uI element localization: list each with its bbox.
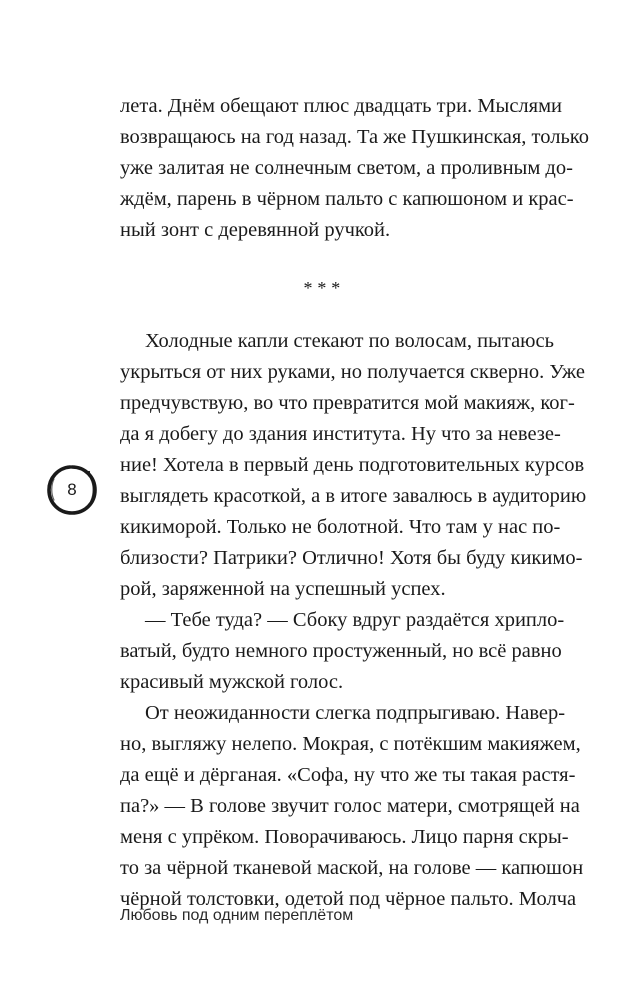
text-line: ватый, будто немного простуженный, но всё равно [120,640,562,662]
text-line: Холодные капли стекают по волосам, пытаюсь [145,330,554,352]
text-line: меня с упрёком. Поворачиваюсь. Лицо парня скры- [120,826,569,848]
text-line: лета. Днём обещают плюс двадцать три. Мыслями [120,95,563,117]
text-line: уже залитая не солнечным светом, а проливным до- [120,157,573,179]
text-line: От неожиданности слегка подпрыгиваю. Навер- [145,702,566,724]
text-line: па?» — В голове звучит голос матери, смотрящей на [120,795,580,817]
text-line: возвращаюсь на год назад. Та же Пушкинская, только [120,126,589,148]
text-block-top [120,91,589,246]
running-footer: Любовь под одним переплётом [120,907,354,924]
text-line: рой, заряженной на успешный успех. [120,578,446,600]
text-line: да я добегу до здания института. Ну что за невезе- [120,423,561,445]
section-separator: * * * [303,278,341,298]
text-line: близости? Патрики? Отлично! Хотя бы буду кикимо- [120,547,583,569]
text-line: укрыться от них руками, но получается скверно. Уже [120,361,586,383]
text-line: но, выгляжу нелепо. Мокрая, с потёкшим макияжем, [120,733,581,755]
text-line: то за чёрной тканевой маской, на голове — капюшон [120,857,584,879]
text-line: кикиморой. Только не болотной. Что там у нас по- [120,516,561,538]
text-line: чёрной толстовки, одетой под чёрное пальто. Молча [120,888,577,910]
text-line: ждём, парень в чёрном пальто с капюшоном и крас- [120,188,574,210]
text-block-main [120,326,587,915]
text-line: красивый мужской голос. [120,671,344,693]
text-line: ние! Хотела в первый день подготовительных курсов [120,454,585,476]
page-number-badge [45,463,99,517]
page-number: 8 [67,480,77,499]
text-line: да ещё и дёрганая. «Софа, ну что же ты такая растя- [120,764,576,786]
text-line: выглядеть красоткой, а в итоге завалюсь в аудиторию [120,485,587,507]
text-line: ный зонт с деревянной ручкой. [120,219,391,241]
text-line: предчувствую, во что превратится мой макияж, ког- [120,392,575,414]
text-line: — Тебе туда? — Сбоку вдруг раздаётся хрипло- [145,609,565,631]
